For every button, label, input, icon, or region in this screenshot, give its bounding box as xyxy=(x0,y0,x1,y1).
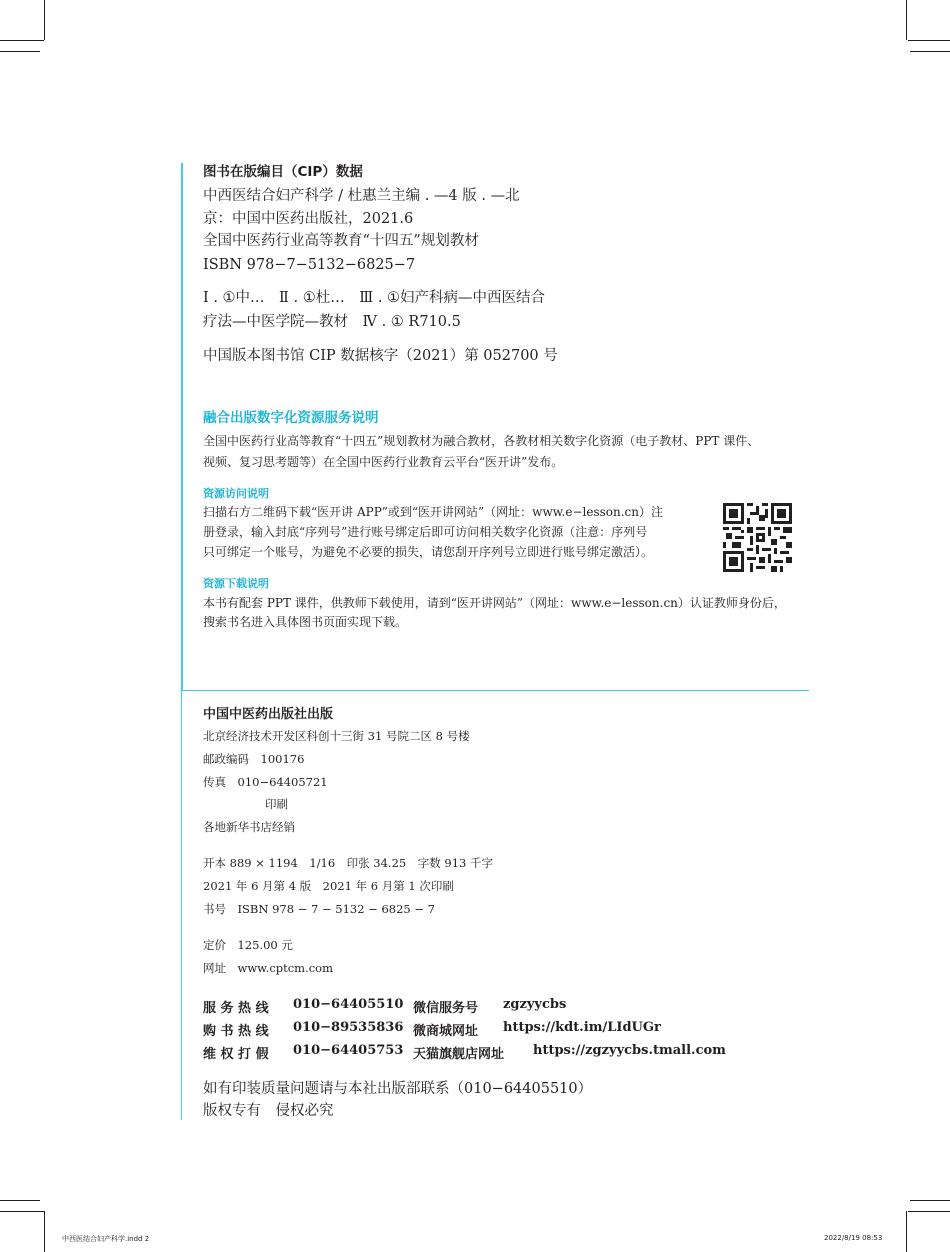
hotline-label: 购 书 热 线 xyxy=(203,1024,269,1039)
printer: 印刷 xyxy=(265,797,288,811)
hotline-row xyxy=(203,1020,763,1042)
download-line: 本书有配套 PPT 课件，供教师下载使用，请到“医开讲网站”（网址：www.e−lesson.cn）认证教师身份后， xyxy=(203,596,786,610)
price: 定价 125.00 元 xyxy=(203,938,293,952)
digital-section-title: 融合出版数字化资源服务说明 xyxy=(203,410,379,426)
download-subtitle: 资源下载说明 xyxy=(203,577,269,590)
section-divider xyxy=(181,690,809,691)
hotline-phone[interactable]: 010−89535836 xyxy=(293,1020,404,1035)
access-line: 扫描右方二维码下载“医开讲 APP”或到“医开讲网站”（网址：www.e−lesson.cn）注 xyxy=(203,505,664,519)
hotline-row xyxy=(203,1043,763,1065)
book-format: 开本 889 × 1194 1/16 印张 34.25 字数 913 千字 xyxy=(203,856,493,870)
cip-title: 图书在版编目（CIP）数据 xyxy=(203,164,363,180)
digital-intro-line: 视频、复习思考题等）在全国中医药行业教育云平台“医开讲”发布。 xyxy=(203,455,564,469)
hotline-channel: 微商城网址 xyxy=(413,1024,479,1039)
website[interactable]: 网址 www.cptcm.com xyxy=(203,961,334,975)
postcode: 邮政编码 100176 xyxy=(203,752,305,766)
quality-notice: 如有印装质量问题请与本社出版部联系（010−64405510） xyxy=(203,1081,593,1097)
cip-line: 京：中国中医药出版社，2021.6 xyxy=(203,211,414,227)
hotline-phone[interactable]: 010−64405753 xyxy=(293,1043,404,1058)
cip-classification: Ⅰ . ①中… Ⅱ . ①杜… Ⅲ . ①妇产科病—中西医结合 xyxy=(203,290,546,306)
book-number: 书号 ISBN 978 − 7 − 5132 − 6825 − 7 xyxy=(203,902,435,916)
hotline-label: 服 务 热 线 xyxy=(203,1001,269,1016)
hotline-label: 维 权 打 假 xyxy=(203,1047,269,1062)
hotline-phone[interactable]: 010−64405510 xyxy=(293,997,404,1012)
digital-intro-line: 全国中医药行业高等教育“十四五”规划教材为融合教材，各教材相关数字化资源（电子教材、PPT 课件、 xyxy=(203,434,760,448)
copyright-notice: 版权专有 侵权必究 xyxy=(203,1103,334,1119)
hotline-row xyxy=(203,997,763,1019)
edition-info: 2021 年 6 月第 4 版 2021 年 6 月第 1 次印刷 xyxy=(203,879,454,893)
publisher-name: 中国中医药出版社出版 xyxy=(203,707,334,722)
access-line: 只可绑定一个账号，为避免不必要的损失，请您刮开序列号立即进行账号绑定激活）。 xyxy=(203,545,654,559)
publisher-address: 北京经济技术开发区科创十三街 31 号院二区 8 号楼 xyxy=(203,729,470,743)
cip-classification: 疗法—中医学院—教材 Ⅳ . ① R710.5 xyxy=(203,314,461,330)
access-line: 册登录，输入封底“序列号”进行账号绑定后即可访问相关数字化资源（注意：序列号 xyxy=(203,525,648,539)
distributor: 各地新华书店经销 xyxy=(203,820,295,834)
cip-isbn: ISBN 978−7−5132−6825−7 xyxy=(203,257,416,273)
imprint-side-rule xyxy=(181,690,182,1120)
hotline-value[interactable]: https://kdt.im/LIdUGr xyxy=(503,1020,661,1035)
qr-code-icon[interactable] xyxy=(723,503,792,572)
cip-line: 中西医结合妇产科学 / 杜惠兰主编 . —4 版 . —北 xyxy=(203,188,520,204)
download-line: 搜索书名进入具体图书页面实现下载。 xyxy=(203,615,408,629)
cip-record-number: 中国版本图书馆 CIP 数据核字（2021）第 052700 号 xyxy=(203,348,558,364)
access-subtitle: 资源访问说明 xyxy=(203,487,269,500)
hotline-channel: 微信服务号 xyxy=(413,1001,479,1016)
fax-number: 传真 010−64405721 xyxy=(203,775,328,789)
hotline-value[interactable]: https://zgzyycbs.tmall.com xyxy=(533,1043,726,1058)
slug-timestamp: 2022/8/19 08:53 xyxy=(824,1234,883,1242)
slug-filename: 中西医结合妇产科学.indd 2 xyxy=(62,1235,150,1243)
cip-side-rule xyxy=(181,163,183,690)
cip-line: 全国中医药行业高等教育“十四五”规划教材 xyxy=(203,233,479,249)
hotline-value[interactable]: zgzyycbs xyxy=(503,997,567,1012)
hotline-channel: 天猫旗舰店网址 xyxy=(413,1047,505,1062)
